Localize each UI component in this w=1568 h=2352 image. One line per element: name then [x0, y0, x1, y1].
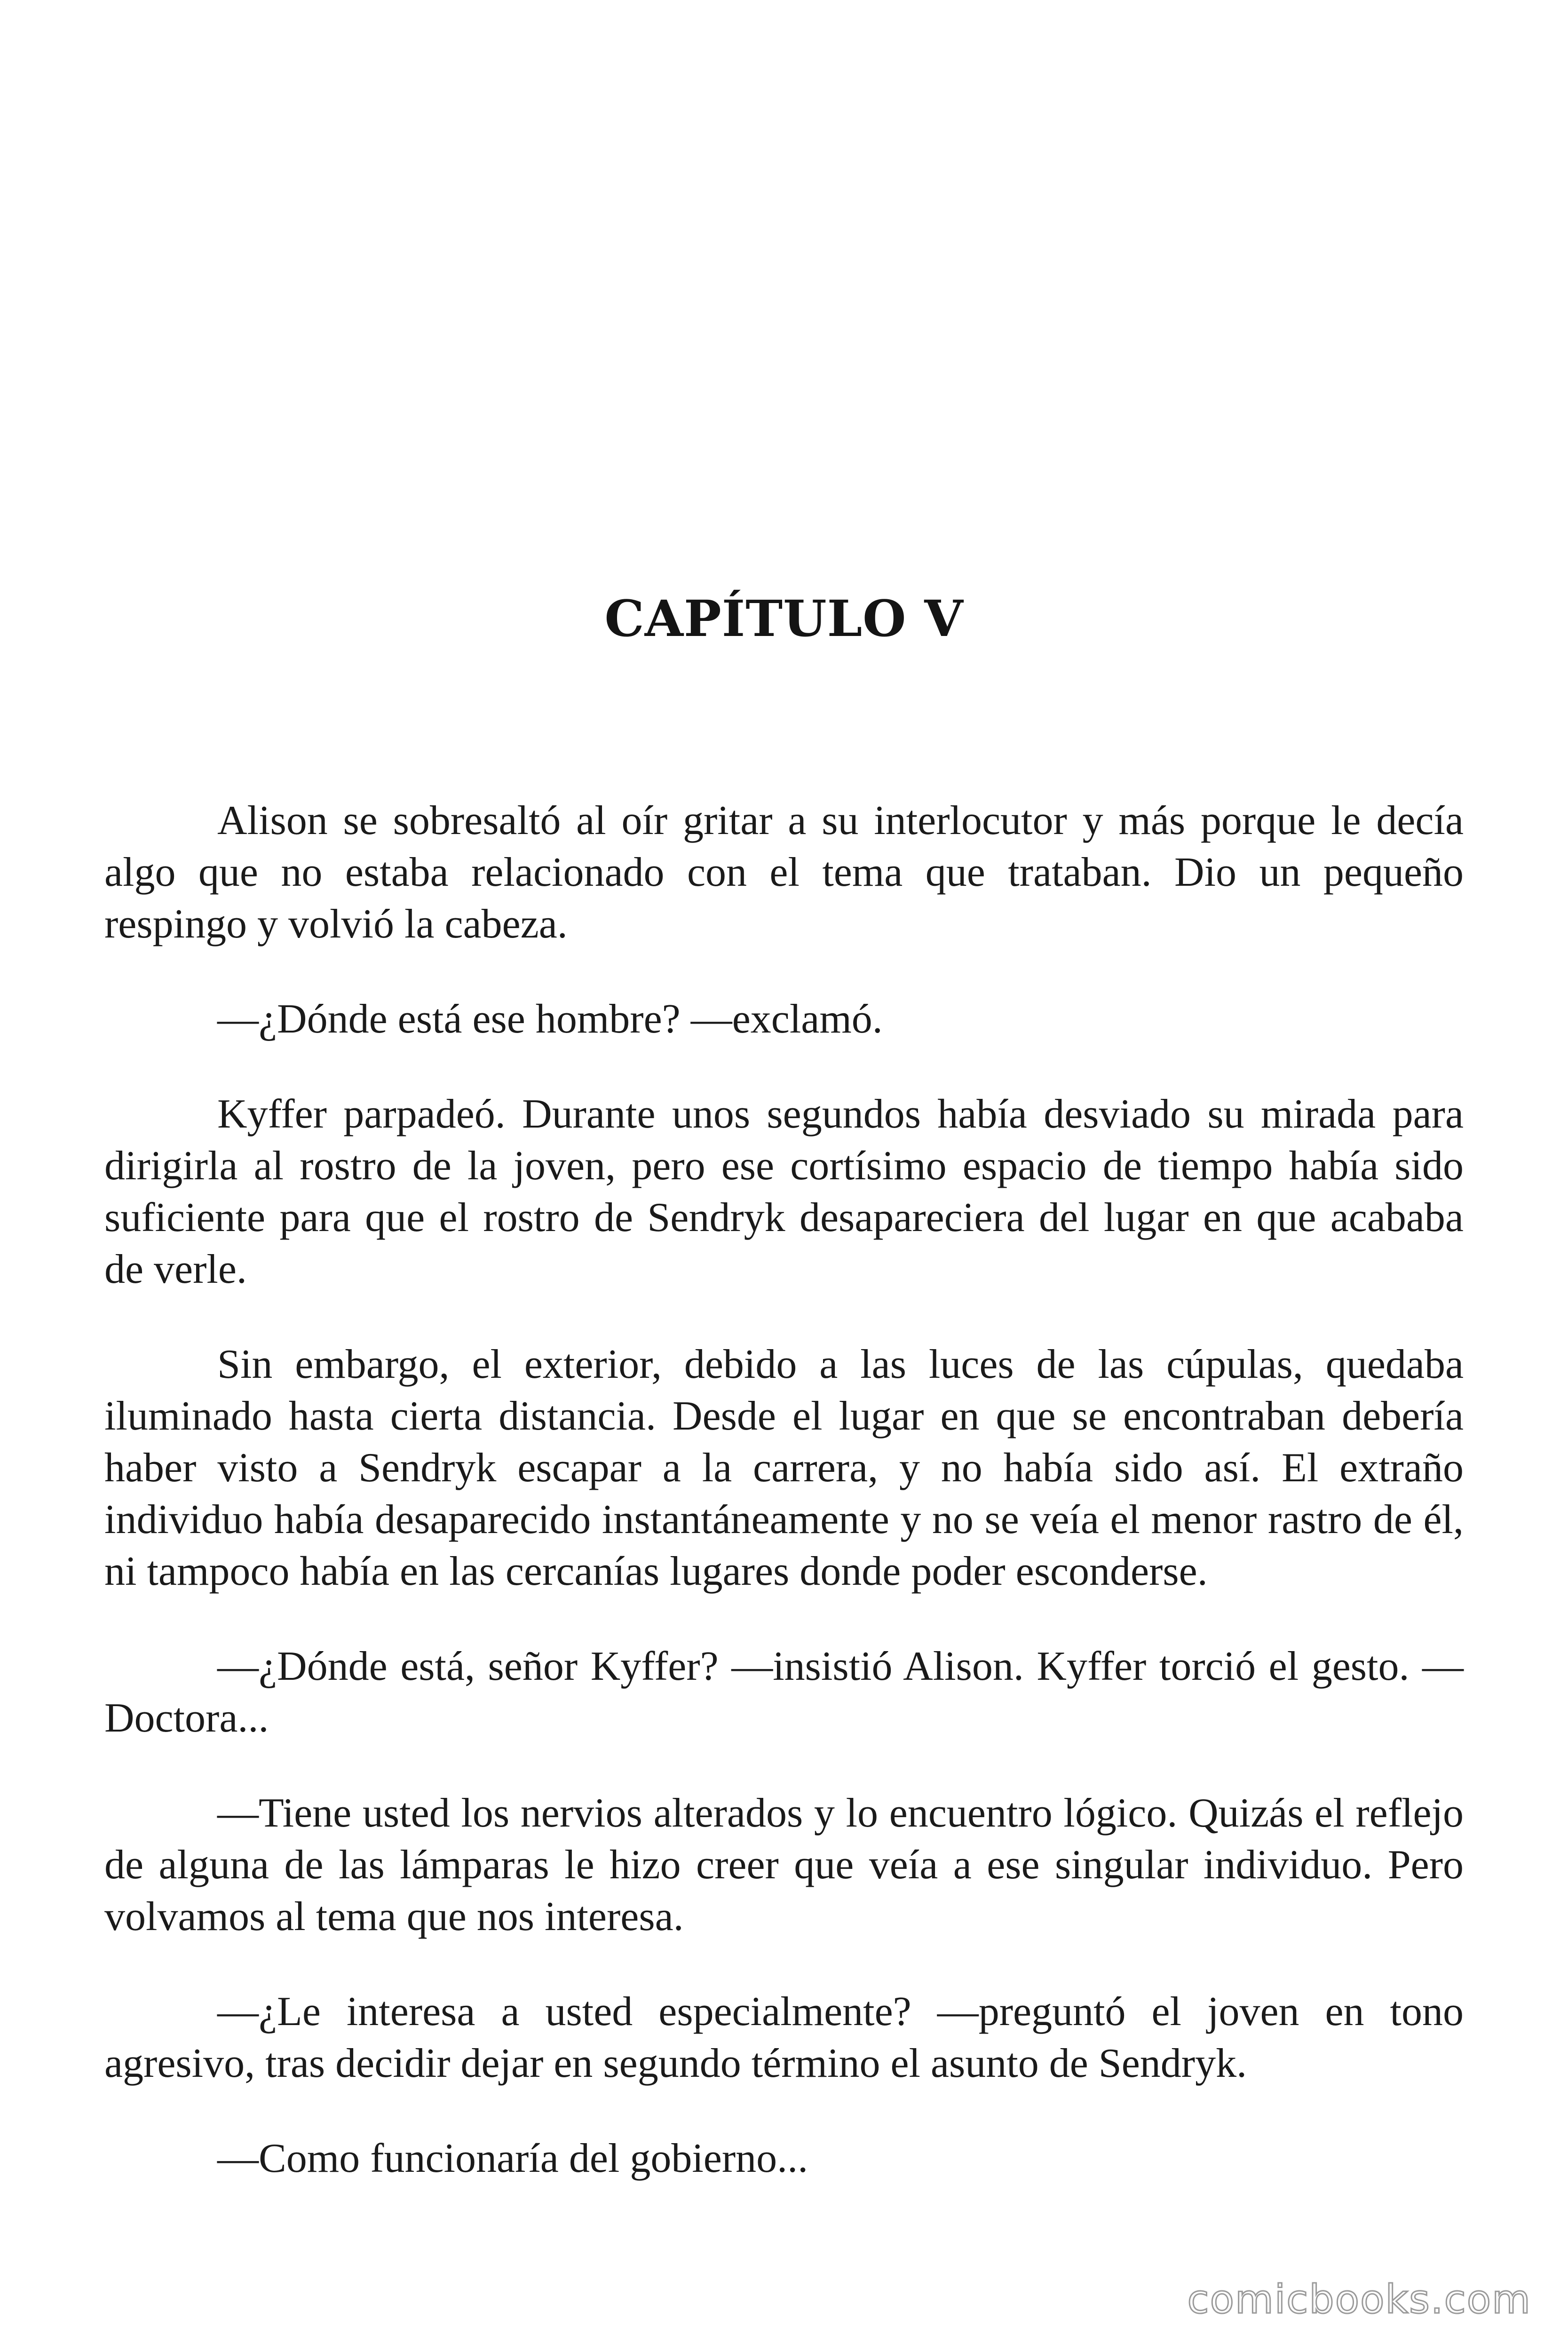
paragraph-8: —Como funcionaría del gobierno...: [217, 2136, 808, 2181]
paragraph-2: —¿Dónde está ese hombre? —exclamó.: [217, 996, 883, 1042]
chapter-title: CAPÍTULO V: [604, 589, 964, 648]
paragraph-4: Sin embargo, el exterior, debido a las luces de las cúpulas, quedaba iluminado hasta cierta distancia. Desde el lugar en que se encontraban debería haber visto a Sendryk escapar a la carrera, y no había sido así. El extraño individuo había desaparecido instantáneamente y no se veía el menor rastro de él, ni tampoco había en las cercanías lugares donde poder esconderse.: [104, 1342, 1464, 1594]
paragraph-1: Alison se sobresaltó al oír gritar a su interlocutor y más porque le decía algo que no estaba relacionado con el tema que trataban. Dio un pequeño respingo y volvió la cabeza.: [104, 798, 1464, 947]
paragraph-5: —¿Dónde está, señor Kyffer? —insistió Alison. Kyffer torció el gesto. —Doctora...: [104, 1644, 1464, 1741]
paragraph-6: —Tiene usted los nervios alterados y lo encuentro lógico. Quizás el reflejo de alguna de las lámparas le hizo creer que veía a ese singular individuo. Pero volvamos al tema que nos interesa.: [104, 1790, 1464, 1939]
paragraph-7: —¿Le interesa a usted especialmente? —preguntó el joven en tono agresivo, tras decidir dejar en segundo término el asunto de Sendryk.: [104, 1989, 1464, 2086]
chapter-body: [104, 795, 1464, 2185]
watermark-logo: comicbooks.com: [1187, 2276, 1531, 2322]
paragraph-3: Kyffer parpadeó. Durante unos segundos había desviado su mirada para dirigirla al rostro de la joven, pero ese cortísimo espacio de tiempo había sido suficiente para que el rostro de Sendryk desapareciera del lugar en que acababa de verle.: [104, 1091, 1464, 1292]
